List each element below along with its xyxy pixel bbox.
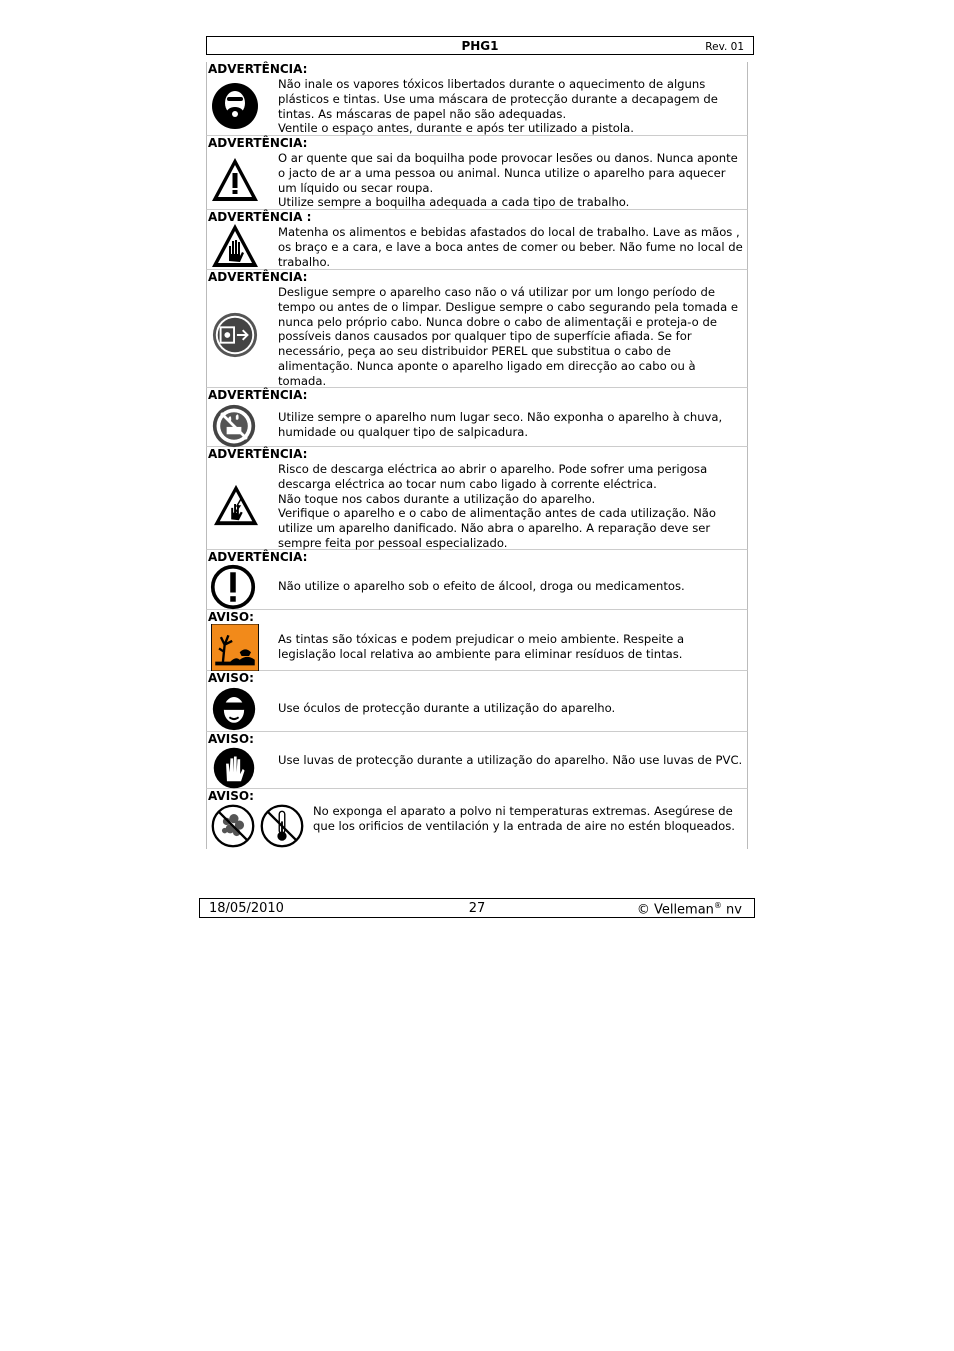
- model-name: PHG1: [461, 39, 499, 53]
- section-title: ADVERTÊNCIA:: [208, 388, 308, 402]
- warning-triangle-icon: [210, 155, 260, 205]
- section-title: ADVERTÊNCIA:: [208, 550, 308, 564]
- copyright-suffix: nv: [721, 902, 742, 918]
- section-text: Verifique o aparelho e o cabo de alimentação antes de cada utilização. Não utilize um aparelho danificado. Não abra o aparelho. A reparação deve ser sempre feita por pessoal especializado.: [278, 506, 716, 550]
- section-title: AVISO:: [208, 789, 254, 803]
- section-title: ADVERTÊNCIA:: [208, 270, 308, 284]
- warning-section-3: [206, 210, 748, 270]
- section-title: ADVERTÊNCIA:: [208, 136, 308, 150]
- section-text: Matenha os alimentos e bebidas afastados do local de trabalho. Lave as mãos , os braço e a cara, e lave a boca antes de comer ou beber. Não fume no local de trabalho.: [278, 225, 743, 269]
- section-text: Utilize sempre o aparelho num lugar seco. Não exponha o aparelho à chuva, humidade ou qualquer tipo de salpicadura.: [278, 410, 723, 439]
- unplug-icon: [211, 311, 259, 359]
- respirator-mask-icon: [210, 81, 260, 131]
- warning-section-2: [206, 136, 748, 210]
- section-title: AVISO:: [208, 671, 254, 685]
- no-dust-icon: [210, 803, 256, 849]
- no-water-icon: [211, 403, 257, 449]
- electric-shock-icon: [212, 483, 260, 527]
- section-text: Não toque nos cabos durante a utilização do aparelho.: [278, 491, 596, 506]
- section-title: AVISO:: [208, 732, 254, 746]
- copyright: [637, 901, 742, 917]
- warning-section-11: [206, 789, 748, 849]
- section-text: Não utilize o aparelho sob o efeito de álcool, droga ou medicamentos.: [278, 579, 685, 593]
- page-header: [206, 36, 754, 55]
- exclamation-circle-icon: [210, 564, 256, 610]
- section-title: ADVERTÊNCIA:: [208, 447, 308, 461]
- section-text: Não inale os vapores tóxicos libertados durante o aquecimento de alguns plásticos e tintas. Use uma máscara de protecção durante a decapagem de tintas. As máscaras de papel não são adequadas.: [278, 77, 718, 121]
- section-title: ADVERTÊNCIA:: [208, 62, 308, 76]
- environment-hazard-icon: [211, 624, 259, 671]
- warning-section-9: [206, 671, 748, 732]
- hand-warning-icon: [210, 221, 260, 271]
- warning-section-6: [206, 447, 748, 550]
- page-number: 27: [468, 901, 486, 916]
- warning-section-5: [206, 388, 748, 447]
- section-text: Desligue sempre o aparelho caso não o vá utilizar por um longo período de tempo ou antes de o limpar. Desligue sempre o cabo segurando pela tomada e nunca pelo próprio cabo. Nunca dobre o cabo de alimentaçãi e proteja-o de possíveis danos causados por qualquer tipo de superfície afiada. Se for necessário, peça ao seu distribuidor PEREL que substitua o cabo de alimentação. Nunca aponte o aparelho ligado em direcção ao cabo ou à tomada.: [278, 285, 739, 388]
- warning-section-4: [206, 270, 748, 388]
- page-footer: [199, 898, 755, 918]
- section-text: Use óculos de protecção durante a utilização do aparelho.: [278, 701, 616, 715]
- revision: Rev. 01: [705, 41, 744, 53]
- footer-date: 18/05/2010: [209, 901, 284, 916]
- section-text: No exponga el aparato a polvo ni temperaturas extremas. Asegúrese de que los orificios de ventilación y la entrada de aire no estén bloqueados.: [313, 804, 735, 833]
- warning-section-10: [206, 732, 748, 789]
- warning-section-8: [206, 610, 748, 671]
- section-text: As tintas são tóxicas e podem prejudicar o meio ambiente. Respeite a legislação local relativa ao ambiente para eliminar resíduos de tintas.: [278, 632, 685, 661]
- warning-section-1: [206, 62, 748, 136]
- safety-goggles-icon: [211, 686, 257, 732]
- registered-mark: ®: [713, 901, 722, 910]
- section-text: O ar quente que sai da boquilha pode provocar lesões ou danos. Nunca aponte o jacto de ar a uma pessoa ou animal. Nunca utilize o aparelho para aquecer um líquido ou secar roupa.: [278, 151, 738, 195]
- section-title: AVISO:: [208, 610, 254, 624]
- copyright-text: © Velleman: [636, 902, 714, 918]
- protective-gloves-icon: [212, 746, 256, 790]
- section-title: ADVERTÊNCIA :: [208, 210, 312, 224]
- no-extreme-temperature-icon: [259, 803, 305, 849]
- section-text: Risco de descarga eléctrica ao abrir o aparelho. Pode sofrer uma perigosa descarga eléctrica ao tocar num cabo ligado à corrente eléctrica.: [278, 462, 708, 491]
- section-text: Use luvas de protecção durante a utilização do aparelho. Não use luvas de PVC.: [278, 753, 743, 767]
- warning-section-7: [206, 550, 748, 610]
- section-text: Ventile o espaço antes, durante e após ter utilizado a pistola.: [278, 121, 634, 136]
- section-text: Utilize sempre a boquilha adequada a cada tipo de trabalho.: [278, 195, 630, 210]
